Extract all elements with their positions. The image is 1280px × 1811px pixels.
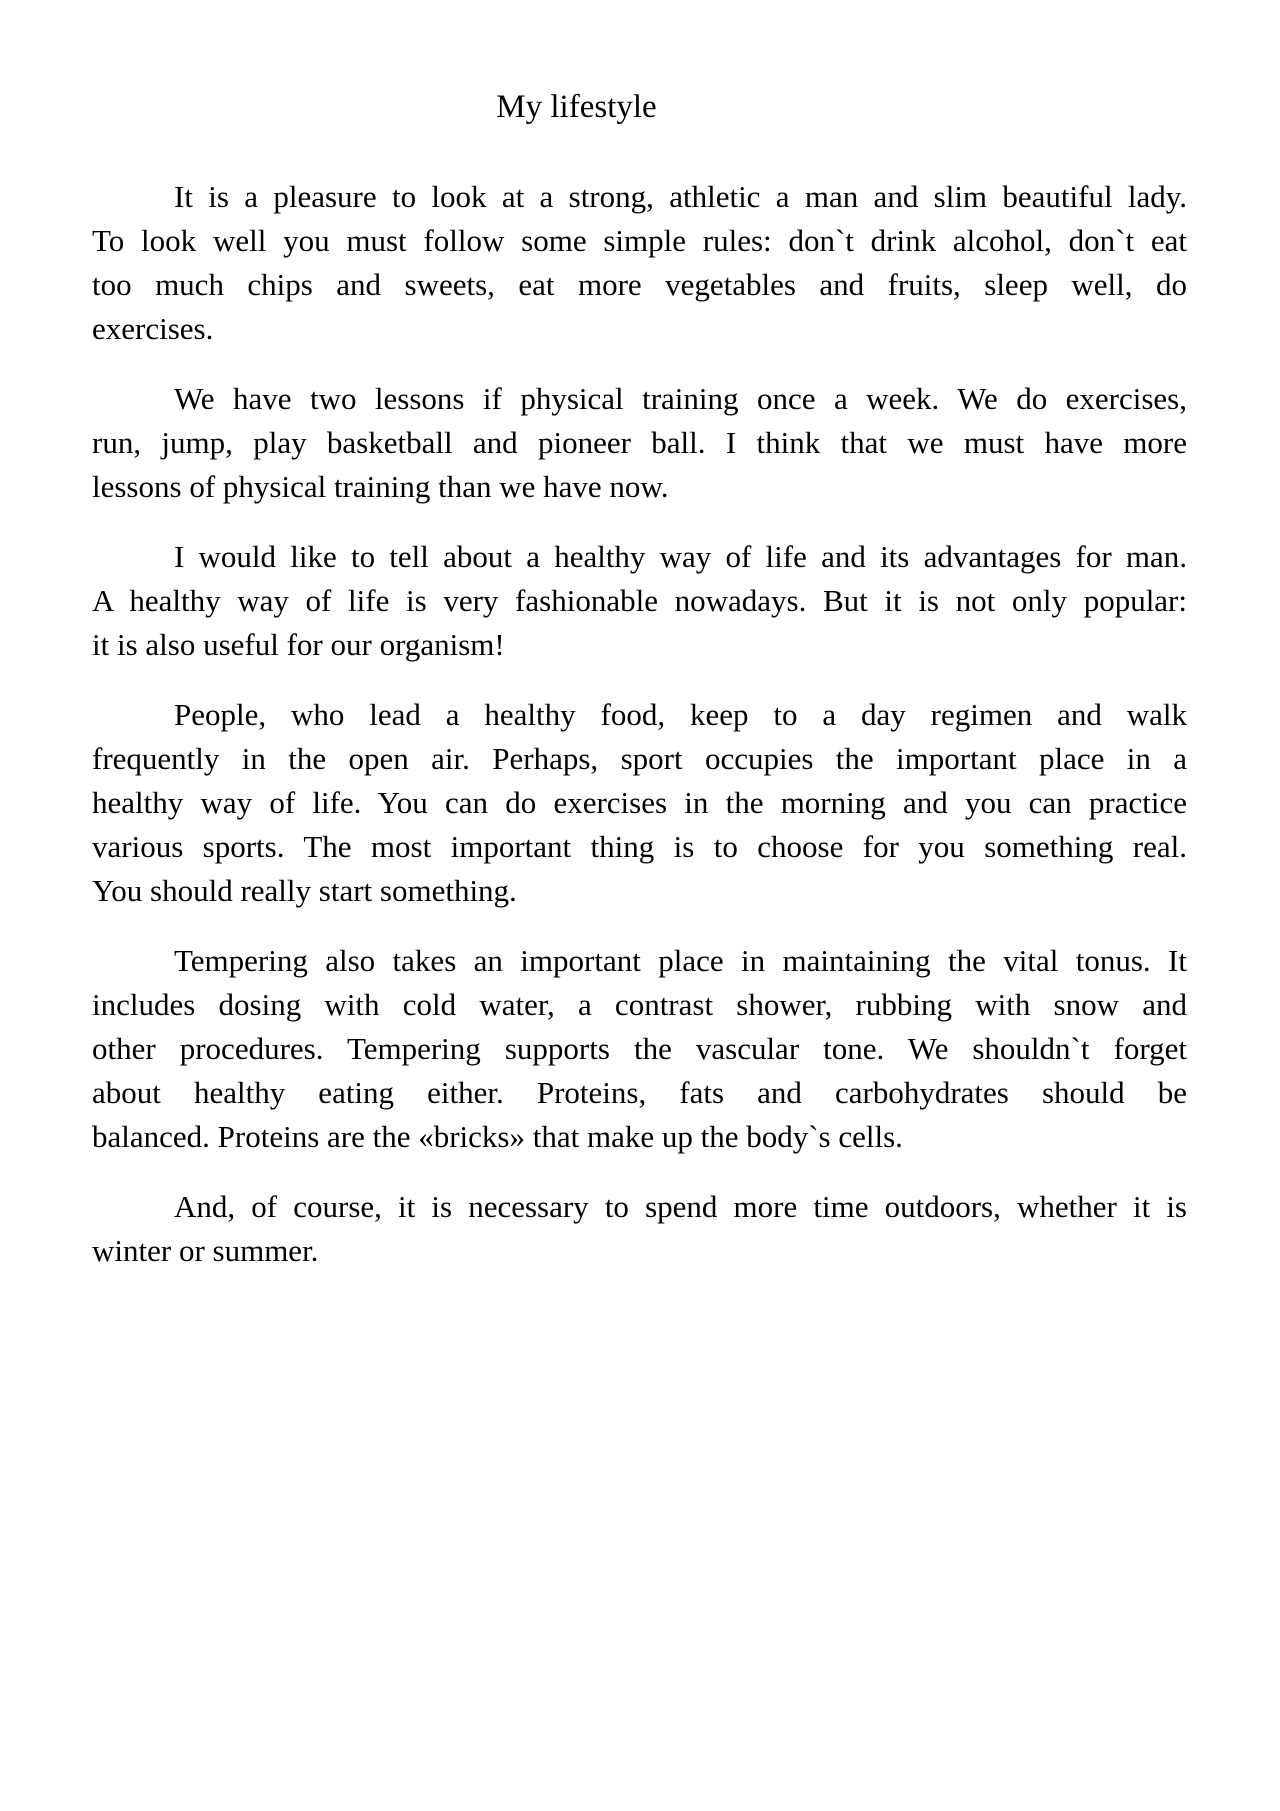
text-line: other procedures. Tempering supports the vascular tone. We shouldn`t forget — [92, 1031, 1187, 1066]
document-body — [92, 175, 1187, 1273]
text-line: it is also useful for our organism! — [92, 627, 505, 662]
text-line: includes dosing with cold water, a contrast shower, rubbing with snow and — [92, 987, 1187, 1022]
paragraph-2 — [92, 377, 1187, 509]
paragraph-3 — [92, 535, 1187, 667]
text-line: You should really start something. — [92, 873, 517, 908]
text-line: lessons of physical training than we have now. — [92, 469, 669, 504]
paragraph-4 — [92, 693, 1187, 913]
text-line: too much chips and sweets, eat more vegetables and fruits, sleep well, do — [92, 267, 1187, 302]
text-line: To look well you must follow some simple rules: don`t drink alcohol, don`t eat — [92, 223, 1187, 258]
text-line: Tempering also takes an important place in maintaining the vital tonus. It — [174, 943, 1187, 978]
text-line: We have two lessons if physical training once a week. We do exercises, — [174, 381, 1187, 416]
text-line: And, of course, it is necessary to spend more time outdoors, whether it is — [174, 1189, 1187, 1224]
text-line: healthy way of life. You can do exercises in the morning and you can practice — [92, 785, 1187, 820]
text-line: It is a pleasure to look at a strong, athletic a man and slim beautiful lady. — [174, 179, 1187, 214]
paragraph-6 — [92, 1185, 1187, 1273]
paragraph-5 — [92, 939, 1187, 1159]
text-line: various sports. The most important thing is to choose for you something real. — [92, 829, 1187, 864]
text-line: A healthy way of life is very fashionable nowadays. But it is not only popular: — [92, 583, 1187, 618]
text-line: run, jump, play basketball and pioneer ball. I think that we must have more — [92, 425, 1187, 460]
text-line: about healthy eating either. Proteins, fats and carbohydrates should be — [92, 1075, 1187, 1110]
paragraph-1 — [92, 175, 1187, 351]
document-title: My lifestyle — [496, 89, 657, 125]
text-line: frequently in the open air. Perhaps, sport occupies the important place in a — [92, 741, 1187, 776]
text-line: balanced. Proteins are the «bricks» that make up the body`s cells. — [92, 1119, 903, 1154]
text-line: winter or summer. — [92, 1233, 319, 1268]
text-line: I would like to tell about a healthy way of life and its advantages for man. — [174, 539, 1187, 574]
text-line: People, who lead a healthy food, keep to a day regimen and walk — [174, 697, 1187, 732]
text-line: exercises. — [92, 311, 214, 346]
